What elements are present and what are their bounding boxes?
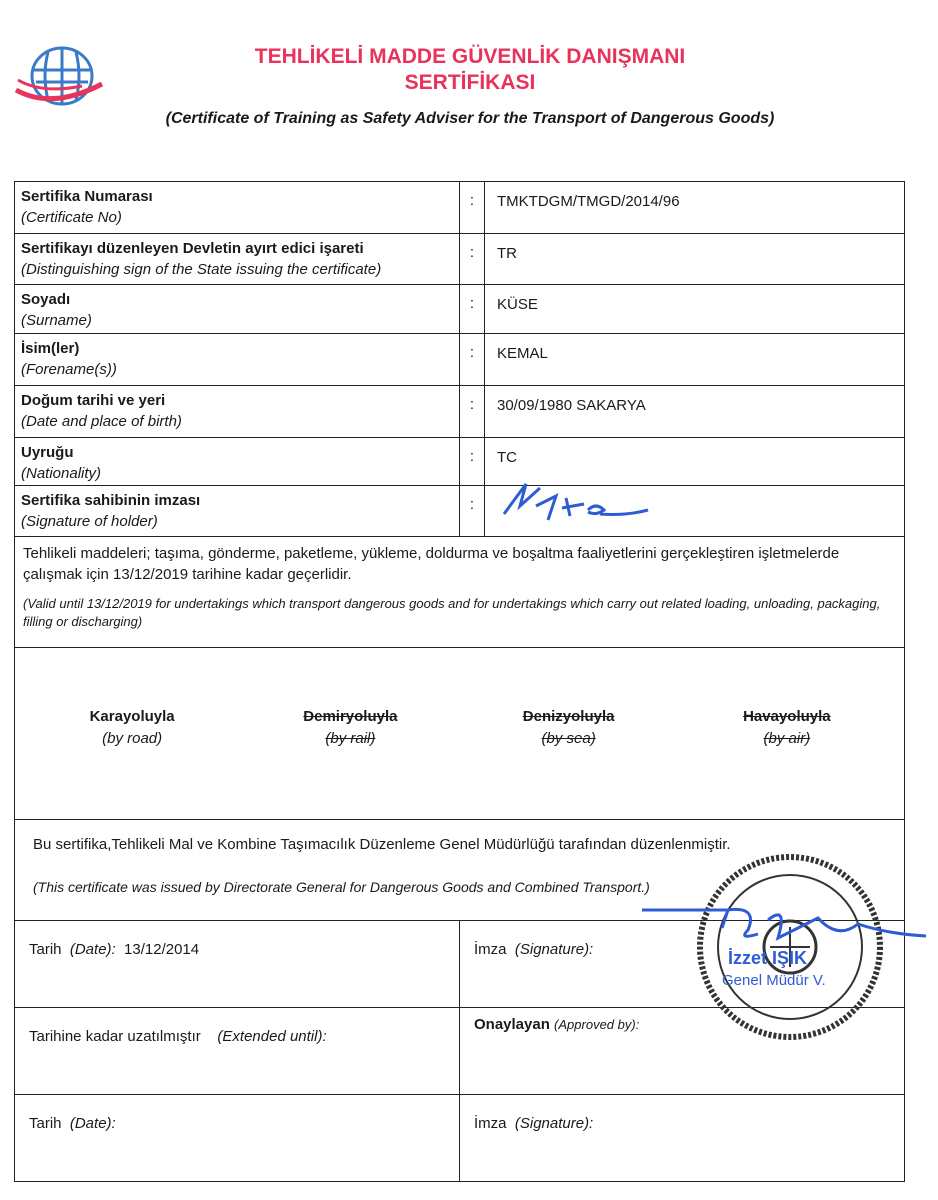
field-label: Sertifika Numarası [21, 188, 153, 205]
field-colon: : [460, 438, 485, 485]
field-colon: : [460, 386, 485, 437]
field-value: TR [497, 245, 517, 262]
mode-label: Havayoluyla [743, 708, 831, 725]
field-row-nationality [15, 438, 904, 486]
extended-label: Tarihine kadar uzatılmıştır [29, 1028, 201, 1045]
field-row-forename [15, 334, 904, 386]
stamp-signer-title: Genel Müdür V. [722, 972, 826, 989]
field-label-en: (Signature of holder) [21, 513, 158, 530]
date2-label-en: (Date): [69, 1115, 116, 1132]
field-label-en: (Forename(s)) [21, 361, 117, 378]
mode-air [687, 708, 887, 747]
field-label: Soyadı [21, 291, 71, 308]
approved-label-en: (Approved by): [554, 1017, 640, 1032]
title-line-1: TEHLİKELİ MADDE GÜVENLİK DANIŞMANI [254, 45, 686, 68]
mode-label: Denizyoluyla [522, 708, 615, 725]
field-value: TMKTDGM/TMGD/2014/96 [497, 193, 680, 210]
mode-sea [469, 708, 669, 747]
field-label-en: (Surname) [21, 312, 92, 329]
stamp-signer-name: İzzet IŞIK [728, 948, 808, 968]
validity-text-tr: Tehlikeli maddeleri; taşıma, gönderme, paketleme, yükleme, doldurma ve boşaltma faaliyetlerini gerçekleştiren işletmelerde çalışmak için 13/12/2019 tarihine kadar geçerlidir. [23, 545, 840, 583]
signature-label-en: (Signature): [514, 941, 594, 958]
validity-block [15, 537, 904, 648]
certificate-title [120, 44, 820, 96]
approved-label: Onaylayan [474, 1016, 550, 1033]
signature-label: İmza [474, 941, 507, 958]
field-value: KÜSE [497, 296, 538, 313]
footer-row-3 [15, 1095, 904, 1182]
field-value: 30/09/1980 SAKARYA [497, 397, 646, 414]
field-row-birth [15, 386, 904, 438]
field-label-en: (Certificate No) [21, 209, 122, 226]
field-colon: : [460, 334, 485, 385]
validity-text-en: (Valid until 13/12/2019 for undertakings which transport dangerous goods and for undertakings which carry out related loading, unloading, packaging, filling or discharging) [23, 596, 881, 629]
date2-label: Tarih [29, 1115, 62, 1132]
certificate-subtitle: (Certificate of Training as Safety Adviser for the Transport of Dangerous Goods) [165, 110, 775, 127]
mode-road [32, 708, 232, 747]
mode-label: Karayoluyla [89, 708, 175, 725]
mode-rail [250, 708, 450, 747]
signature2-label-en: (Signature): [514, 1115, 594, 1132]
field-label-en: (Date and place of birth) [21, 413, 182, 430]
field-label: Uyruğu [21, 444, 74, 461]
field-label: Doğum tarihi ve yeri [21, 392, 166, 409]
field-row-certificate-no [15, 182, 904, 234]
logo-globe-icon [12, 40, 108, 112]
field-value: KEMAL [497, 345, 548, 362]
field-row-signature [15, 486, 904, 537]
field-colon: : [460, 486, 485, 536]
field-label: Sertifika sahibinin imzası [21, 492, 201, 509]
date-value: 13/12/2014 [124, 941, 200, 958]
date-label-en: (Date): [69, 941, 116, 958]
date-label: Tarih [29, 941, 62, 958]
field-colon: : [460, 234, 485, 284]
field-label: İsim(ler) [21, 340, 80, 357]
field-label: Sertifikayı düzenleyen Devletin ayırt edici işareti [21, 240, 364, 257]
holder-signature [496, 476, 656, 526]
issued-text-en: (This certificate was issued by Directorate General for Dangerous Goods and Combined Transport.) [33, 879, 650, 895]
extended-label-en: (Extended until): [217, 1028, 327, 1045]
field-colon: : [460, 182, 485, 233]
field-label-en: (Distinguishing sign of the State issuing the certificate) [21, 261, 382, 278]
mode-label-en: (by road) [102, 730, 163, 747]
mode-label-en: (by air) [763, 730, 811, 747]
title-line-2: SERTİFİKASI [404, 71, 536, 94]
field-colon: : [460, 285, 485, 333]
mode-label-en: (by rail) [325, 730, 376, 747]
mode-label: Demiryoluyla [303, 708, 398, 725]
mode-label-en: (by sea) [541, 730, 596, 747]
signature2-label: İmza [474, 1115, 507, 1132]
field-value: TC [497, 449, 517, 466]
field-label-en: (Nationality) [21, 465, 102, 482]
field-row-surname [15, 285, 904, 334]
issued-text-tr: Bu sertifika,Tehlikeli Mal ve Kombine Taşımacılık Düzenleme Genel Müdürlüğü tarafından düzenlenmiştir. [33, 836, 731, 853]
transport-modes [15, 648, 904, 820]
field-row-state-sign [15, 234, 904, 285]
